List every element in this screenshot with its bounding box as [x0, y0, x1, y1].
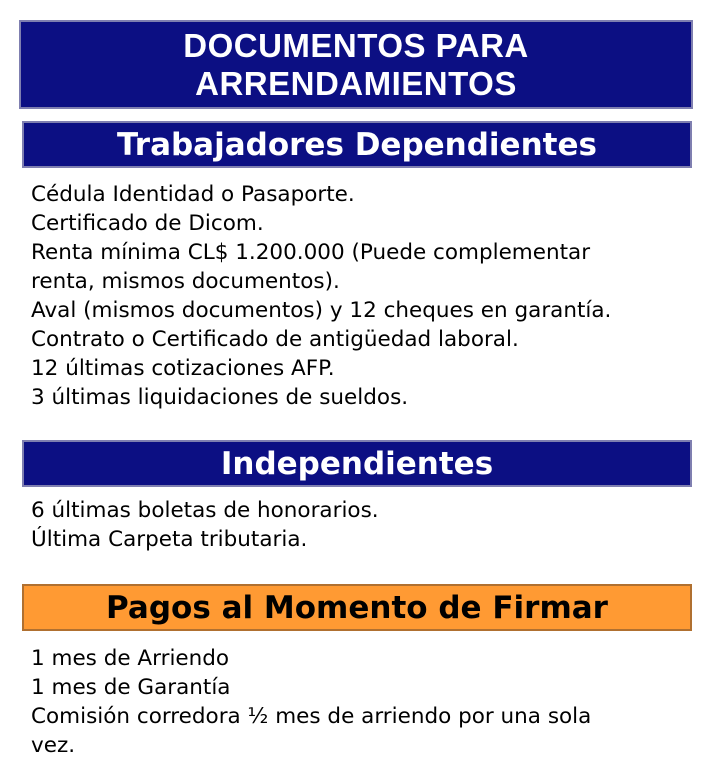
list-item: Aval (mismos documentos) y 12 cheques en garantía.: [31, 298, 612, 323]
section-list-dependientes: [31, 180, 701, 412]
list-item: 3 últimas liquidaciones de sueldos.: [31, 385, 409, 410]
document-title-line-2: ARRENDAMIENTOS: [195, 64, 517, 102]
list-item: renta, mismos documentos).: [31, 269, 340, 294]
list-item: Última Carpeta tributaria.: [31, 527, 308, 552]
document-title-line-1: DOCUMENTOS PARA: [183, 26, 529, 64]
list-item: Certificado de Dicom.: [31, 211, 264, 236]
section-header-independientes: [22, 440, 692, 487]
section-list-pagos: [31, 644, 701, 760]
list-item: 1 mes de Arriendo: [31, 646, 230, 671]
list-item: vez.: [31, 733, 76, 758]
list-item: Comisión corredora ½ mes de arriendo por una sola: [31, 704, 592, 729]
list-item: 6 últimas boletas de honorarios.: [31, 498, 379, 523]
section-header-dependientes: [22, 121, 692, 168]
section-heading: Trabajadores Dependientes: [117, 126, 597, 163]
section-heading: Independientes: [220, 445, 494, 482]
list-item: Cédula Identidad o Pasaporte.: [31, 182, 355, 207]
section-header-pagos: [22, 584, 692, 631]
list-item: Contrato o Certificado de antigüedad laboral.: [31, 327, 519, 352]
section-list-independientes: [31, 496, 701, 554]
document-title-banner: [19, 20, 693, 109]
list-item: Renta mínima CL$ 1.200.000 (Puede complementar: [31, 240, 591, 265]
section-heading: Pagos al Momento de Firmar: [106, 589, 608, 626]
list-item: 1 mes de Garantía: [31, 675, 231, 700]
list-item: 12 últimas cotizaciones AFP.: [31, 356, 335, 381]
